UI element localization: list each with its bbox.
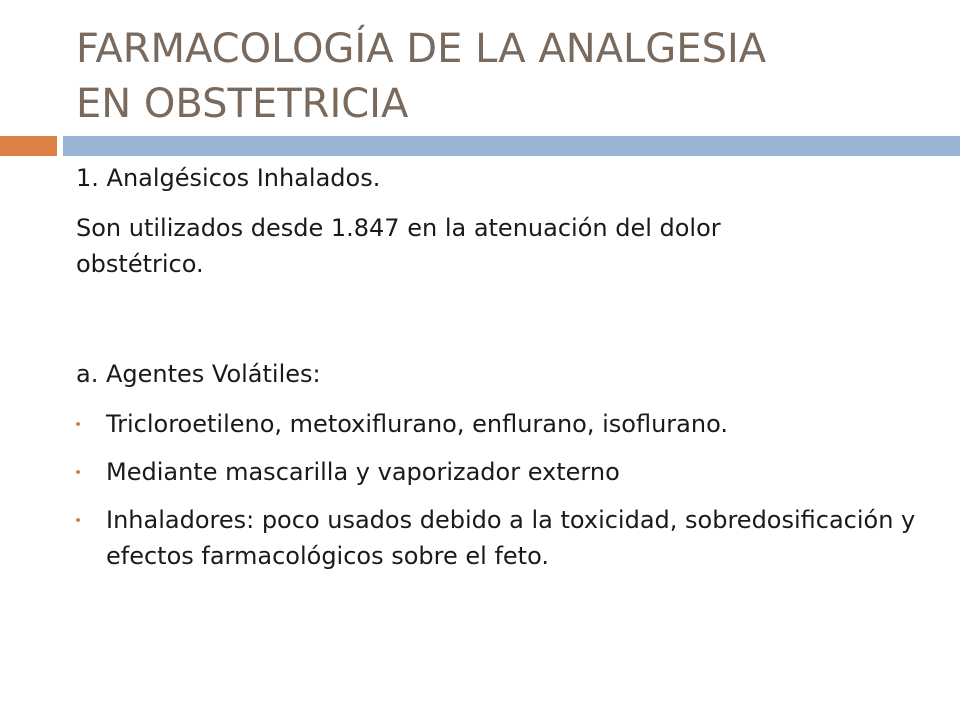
section-heading: 1. Analgésicos Inhalados. xyxy=(76,164,381,192)
bullet-item xyxy=(76,454,936,490)
slide-title xyxy=(76,22,936,132)
accent-bar-orange xyxy=(0,136,57,156)
bullet-dot-icon xyxy=(76,518,80,522)
bullet-text: Tricloroetileno, metoxiflurano, enflurano, isoflurano. xyxy=(106,410,728,438)
slide-title-line-1: FARMACOLOGÍA DE LA ANALGESIA xyxy=(76,26,767,72)
bullet-dot-icon xyxy=(76,470,80,474)
bullet-dot-icon xyxy=(76,422,80,426)
intro-paragraph xyxy=(76,210,721,282)
slide-title-line-2: EN OBSTETRICIA xyxy=(76,81,409,127)
bullet-item xyxy=(76,406,936,442)
bullet-list xyxy=(76,406,936,586)
bullet-item xyxy=(76,502,936,574)
subheading: a. Agentes Volátiles: xyxy=(76,360,321,388)
accent-bar-blue xyxy=(63,136,960,156)
bullet-text: Inhaladores: poco usados debido a la toxicidad, sobredosificación y efectos farmacológicos sobre el feto. xyxy=(106,506,916,570)
intro-line-1: Son utilizados desde 1.847 en la atenuación del dolor xyxy=(76,214,721,242)
bullet-text: Mediante mascarilla y vaporizador externo xyxy=(106,458,620,486)
intro-line-2: obstétrico. xyxy=(76,250,204,278)
